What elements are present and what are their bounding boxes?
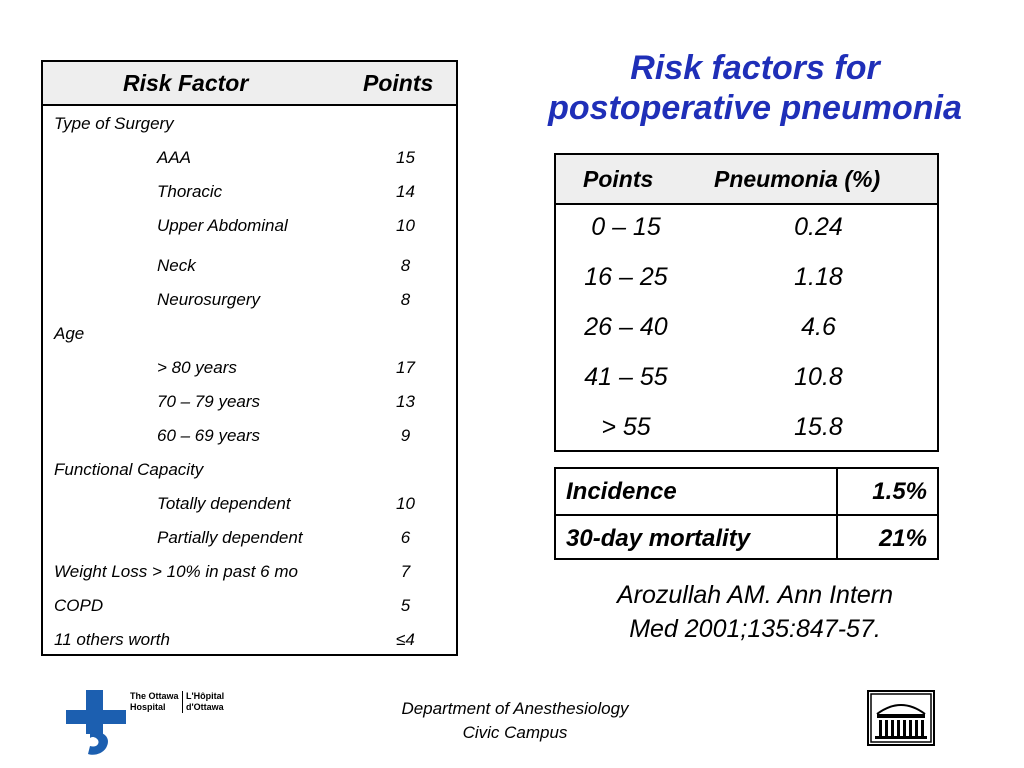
risk-label: Partially dependent	[157, 528, 303, 547]
points-value: 8	[400, 256, 411, 275]
risk-label: Neurosurgery	[157, 290, 260, 309]
points-range: 0 – 15	[591, 213, 661, 241]
points-value: 6	[400, 528, 411, 547]
points-range: 41 – 55	[584, 363, 668, 391]
points-range: > 55	[601, 413, 651, 441]
incidence-row	[556, 469, 937, 514]
title-line-1: Risk factors for	[630, 49, 880, 87]
points-header: Points	[363, 70, 434, 96]
hospital-logo	[66, 690, 236, 756]
title-line-2: postoperative pneumonia	[548, 89, 962, 127]
footer	[330, 697, 700, 745]
footer-department: Department of Anesthesiology	[401, 699, 629, 718]
points-value: 5	[400, 596, 411, 615]
pneumonia-value: 10.8	[794, 363, 843, 391]
points-value: 15	[396, 148, 415, 167]
risk-label: Weight Loss > 10% in past 6 mo	[54, 562, 298, 581]
points-value: 10	[396, 216, 415, 235]
points-header: Points	[583, 166, 654, 192]
risk-label: Totally dependent	[157, 494, 291, 513]
category-label: Functional Capacity	[54, 460, 204, 479]
risk-table-header	[43, 62, 456, 106]
points-value: 9	[400, 426, 411, 445]
incidence-table	[554, 467, 939, 560]
citation-line-2: Med 2001;135:847-57.	[629, 615, 881, 643]
pneumonia-value: 0.24	[794, 213, 843, 241]
points-value: 14	[396, 182, 415, 201]
mortality-row	[556, 514, 937, 561]
risk-label: AAA	[157, 148, 192, 167]
incidence-label: Incidence	[566, 478, 677, 505]
pneumonia-value: 4.6	[801, 313, 836, 341]
pneumonia-header: Pneumonia (%)	[714, 166, 881, 192]
risk-label: 11 others worth	[54, 630, 170, 649]
points-value: 13	[396, 392, 415, 411]
risk-label: Thoracic	[157, 182, 223, 201]
mortality-label: 30-day mortality	[566, 525, 751, 552]
citation-line-1: Arozullah AM. Ann Intern	[616, 581, 894, 609]
points-range: 16 – 25	[584, 263, 668, 291]
risk-label: 70 – 79 years	[157, 392, 261, 411]
category-label: Age	[54, 324, 85, 343]
risk-label: COPD	[54, 596, 104, 615]
points-value: 10	[396, 494, 415, 513]
mortality-value: 21%	[878, 525, 927, 552]
incidence-value: 1.5%	[872, 478, 927, 505]
risk-label: 60 – 69 years	[157, 426, 261, 445]
building-icon	[867, 690, 935, 746]
pneumonia-table	[554, 153, 939, 452]
hospital-cross-icon	[66, 690, 126, 756]
risk-label: Neck	[157, 256, 196, 275]
pneumonia-value: 15.8	[794, 413, 843, 441]
points-value: 7	[400, 562, 411, 581]
points-value: 8	[400, 290, 411, 309]
risk-factor-table	[41, 60, 458, 656]
points-value: ≤4	[396, 630, 415, 649]
slide-title	[505, 48, 1005, 128]
pneumonia-value: 1.18	[794, 263, 843, 291]
citation	[560, 578, 950, 646]
risk-label: > 80 years	[157, 358, 237, 377]
points-value: 17	[396, 358, 415, 377]
category-label: Type of Surgery	[54, 114, 174, 133]
logo-text-fr: L'Hôpital d'Ottawa	[182, 691, 224, 713]
risk-factor-header: Risk Factor	[123, 70, 249, 96]
logo-text-en: The Ottawa Hospital	[130, 691, 179, 712]
footer-campus: Civic Campus	[462, 723, 568, 742]
pneumonia-table-header	[556, 155, 937, 205]
points-range: 26 – 40	[584, 313, 668, 341]
risk-label: Upper Abdominal	[157, 216, 288, 235]
